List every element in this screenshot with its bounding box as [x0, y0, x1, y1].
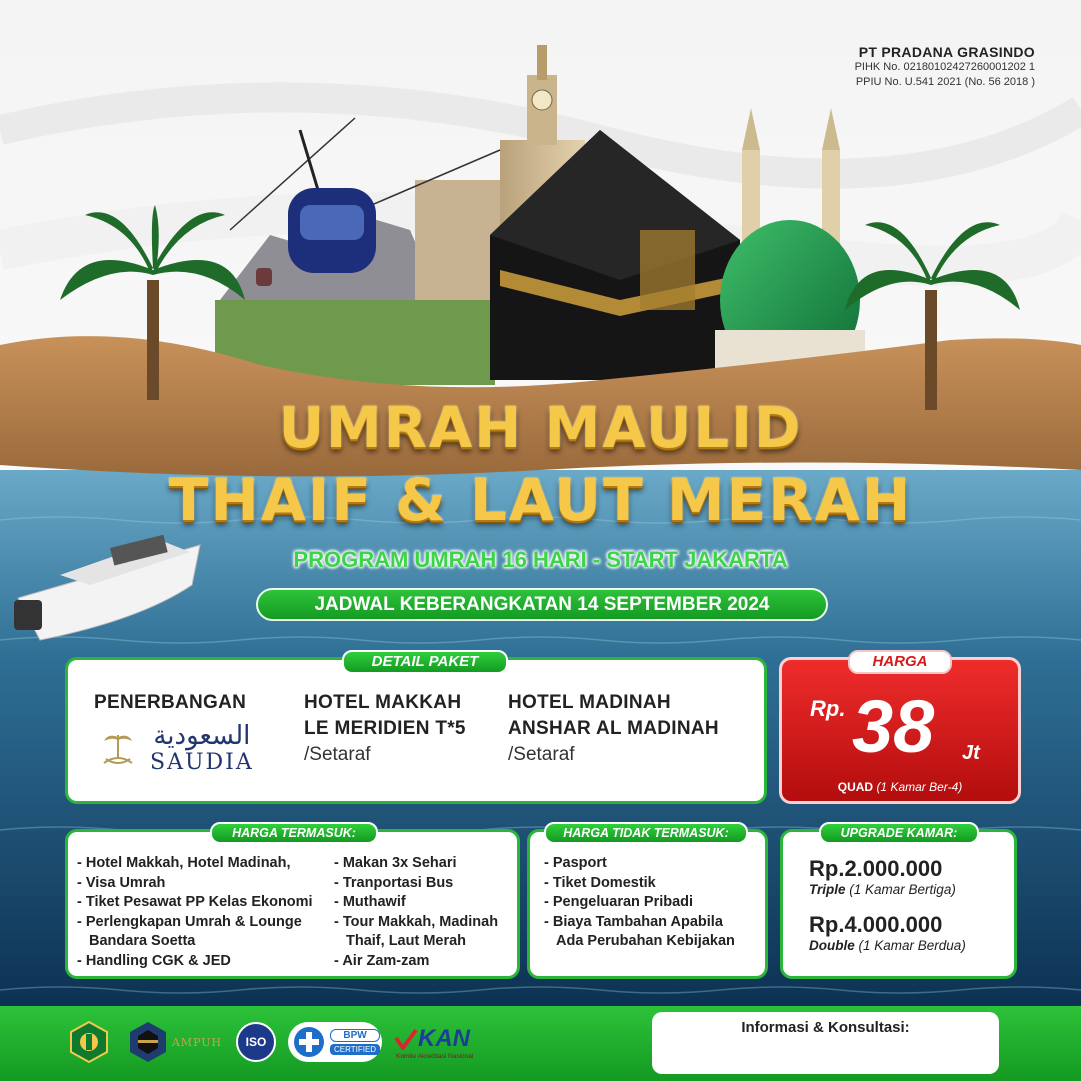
info-label: Informasi & Konsultasi: [741, 1019, 910, 1036]
ppiu-license: PPIU No. U.541 2021 (No. 56 2018 ) [855, 76, 1035, 88]
madinah-column [508, 690, 758, 766]
ampuh-logo [122, 1019, 228, 1065]
list-item: - Pengeluaran Pribadi [544, 894, 694, 910]
madinah-label: HOTEL MADINAH [508, 692, 671, 713]
flight-column [94, 690, 284, 775]
company-info [855, 44, 1035, 90]
iso-logo [234, 1019, 278, 1065]
list-item: - Tranportasi Bus [334, 874, 454, 891]
list-item: - Perlengkapan Umrah & Lounge [77, 913, 302, 930]
price-tag: HARGA [848, 650, 952, 674]
flight-label: PENERBANGAN [94, 692, 247, 713]
company-name: PT PRADANA GRASINDO [858, 44, 1035, 60]
bpw-logo [287, 1019, 383, 1065]
title-line-1: UMRAH MAULID [278, 396, 803, 461]
included-tag: HARGA TERMASUK: [210, 822, 378, 844]
list-item: Thaif, Laut Merah [346, 933, 467, 949]
list-item: - Muthawif [334, 894, 406, 910]
list-item: - Handling CGK & JED [77, 952, 231, 969]
excluded-tag: HARGA TIDAK TERMASUK: [544, 822, 748, 844]
double-note: (1 Kamar Berdua) [858, 938, 966, 953]
detail-card [65, 653, 767, 804]
price-room-note: (1 Kamar Ber-4) [876, 780, 963, 794]
palm-swords-icon [94, 725, 142, 773]
price-amount: 38 [852, 685, 935, 768]
price-room [782, 780, 1018, 794]
title-line-2: THAIF & LAUT MERAH [168, 466, 913, 534]
ampuh-cube-icon [128, 1020, 168, 1064]
saudia-logo [94, 722, 284, 775]
makkah-hotel: LE MERIDIEN T*5 [304, 718, 466, 739]
kemenag-emblem-icon [67, 1020, 111, 1064]
makkah-note: /Setaraf [304, 744, 371, 765]
upgrade-double [809, 912, 966, 953]
kemenag-logo [66, 1019, 112, 1065]
double-amount: Rp.4.000.000 [809, 912, 943, 937]
madinah-note: /Setaraf [508, 744, 575, 765]
price-unit: Jt [962, 742, 980, 764]
triple-amount: Rp.2.000.000 [809, 856, 943, 881]
pihk-license: PIHK No. 02180102427260001202 1 [854, 61, 1035, 73]
included-card [65, 826, 520, 979]
detail-tag: DETAIL PAKET [342, 650, 508, 674]
list-item: - Pasport [544, 855, 607, 871]
list-item: - Hotel Makkah, Hotel Madinah, [77, 855, 291, 871]
triple-note: (1 Kamar Bertiga) [849, 882, 956, 897]
list-item: Ada Perubahan Kebijakan [556, 933, 735, 949]
kan-logo [394, 1019, 494, 1065]
schedule-pill: JADWAL KEBERANGKATAN 14 SEPTEMBER 2024 [256, 588, 828, 621]
list-item: - Makan 3x Sehari [334, 855, 457, 871]
upgrade-card [780, 826, 1017, 979]
price-currency: Rp. [810, 696, 846, 721]
included-list-right [334, 854, 519, 971]
list-item: - Biaya Tambahan Apabila [544, 913, 723, 930]
airline-arabic: السعودية [153, 721, 251, 751]
list-item: - Visa Umrah [77, 874, 166, 891]
makkah-label: HOTEL MAKKAH [304, 692, 462, 713]
iso-text: ISO [245, 1035, 267, 1049]
triple-label: Triple [809, 882, 846, 897]
list-item: - Tour Makkah, Madinah [334, 913, 499, 930]
bpw-certified: CERTIFIED [330, 1044, 380, 1055]
info-box [652, 1012, 999, 1074]
list-item: - Air Zam-zam [334, 952, 430, 969]
price-card [779, 653, 1021, 804]
ampuh-text: AMPUH [171, 1035, 223, 1049]
bpw-text: BPW [330, 1029, 380, 1042]
kan-subtitle: Komite Akreditasi Nasional [396, 1052, 474, 1060]
list-item: - Tiket Domestik [544, 874, 656, 891]
list-item: - Tiket Pesawat PP Kelas Ekonomi [77, 894, 313, 910]
list-item: Bandara Soetta [89, 933, 196, 949]
madinah-hotel: ANSHAR AL MADINAH [508, 718, 719, 739]
upgrade-triple [809, 856, 956, 897]
airline-name: SAUDIA [150, 750, 254, 775]
makkah-column [304, 690, 504, 766]
price-room-type: QUAD [837, 780, 874, 794]
excluded-card [527, 826, 768, 979]
upgrade-tag: UPGRADE KAMAR: [819, 822, 979, 844]
bpw-cross-icon [292, 1025, 326, 1059]
double-label: Double [809, 938, 855, 953]
excluded-list [544, 854, 766, 952]
program-subtitle: PROGRAM UMRAH 16 HARI - START JAKARTA [293, 547, 788, 572]
kan-check-icon [394, 1028, 418, 1050]
included-list-left [77, 854, 337, 971]
kan-text: KAN [418, 1024, 470, 1052]
